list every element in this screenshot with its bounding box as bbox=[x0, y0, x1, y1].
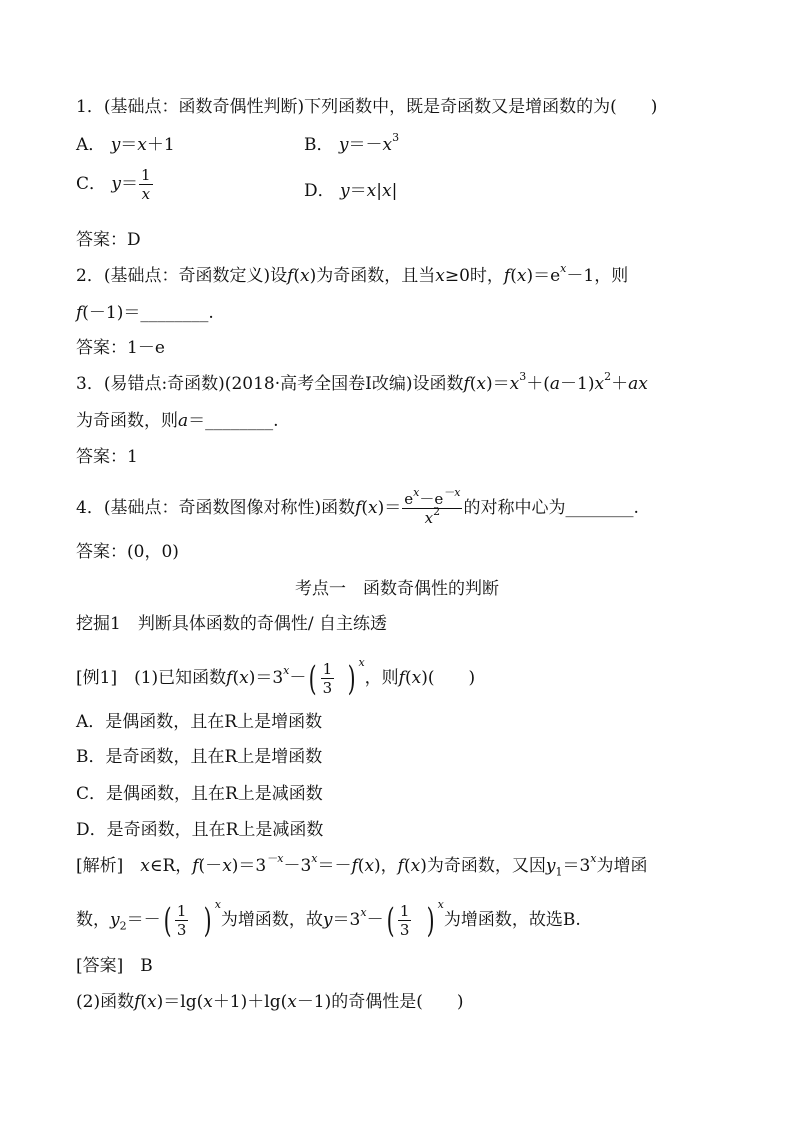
an2-d1: 3 bbox=[176, 921, 187, 939]
an2-e: － bbox=[366, 910, 384, 930]
an2-y2sub: 2 bbox=[119, 919, 127, 933]
q1-option-d-label: D． bbox=[304, 181, 335, 201]
ex2-b: ( bbox=[140, 992, 148, 1012]
an-f2: f bbox=[351, 856, 358, 876]
an-g: ＝－ bbox=[317, 856, 352, 876]
an2-y3: y bbox=[322, 910, 333, 930]
q2-stem-b: ( bbox=[293, 266, 301, 286]
q2-line2-f: f bbox=[76, 303, 83, 323]
ex2-a: (2)函数 bbox=[76, 992, 135, 1012]
an2-n2: 1 bbox=[399, 902, 410, 920]
ex1-h: )( ) bbox=[421, 668, 476, 688]
an-x1: x bbox=[222, 856, 232, 876]
q4-stem-a: 4．(基础点：奇函数图像对称性)函数 bbox=[76, 498, 356, 518]
ex1-option-a: A．是偶函数，且在R上是增函数 bbox=[76, 712, 323, 732]
q1-option-a bbox=[76, 134, 175, 156]
an-m: 为增函 bbox=[596, 856, 648, 876]
an-e1: －x bbox=[266, 852, 284, 866]
ex1-left-paren: ( bbox=[309, 658, 317, 699]
q3-x3: x bbox=[594, 374, 605, 394]
q3-f: f bbox=[463, 374, 470, 394]
q1-option-d-abs: |x| bbox=[376, 181, 398, 201]
an-j: ( bbox=[403, 856, 411, 876]
analysis-line1 bbox=[76, 852, 648, 879]
ex1-right-paren: ) bbox=[347, 658, 356, 699]
q3-stem-line2 bbox=[76, 410, 279, 432]
q2-line2-rest: (－1)＝________. bbox=[82, 303, 214, 323]
ex1-e: ，则 bbox=[364, 668, 399, 688]
an-x2: x bbox=[364, 856, 375, 876]
q1-option-c-fraction bbox=[139, 166, 153, 203]
an-f3: f bbox=[397, 856, 404, 876]
an2-c: 为增函数，故 bbox=[220, 910, 323, 930]
q3-stem-g: ＋ bbox=[611, 374, 629, 394]
section-subtitle: 挖掘1 判断具体函数的奇偶性/ 自主练透 bbox=[76, 614, 387, 634]
q1-option-c-den: x bbox=[139, 184, 153, 203]
q4-stem-c: )＝ bbox=[377, 498, 402, 518]
ex2-d: ＋1)＋lg( bbox=[212, 992, 288, 1012]
an-e: －3 bbox=[283, 856, 312, 876]
q2-x: x bbox=[300, 266, 310, 286]
ex2-x3: x bbox=[287, 992, 297, 1012]
q4-num-e: e bbox=[404, 490, 414, 508]
q4-denominator bbox=[402, 505, 462, 527]
ex1-f2: f bbox=[398, 668, 405, 688]
q4-den-exp: 2 bbox=[433, 505, 441, 518]
an-k: )为奇函数，又因 bbox=[420, 856, 546, 876]
q4-x: x bbox=[368, 498, 378, 518]
q3-exp3: 3 bbox=[519, 370, 527, 384]
ex1-b: ( bbox=[232, 668, 240, 688]
an-b: ∈R， bbox=[149, 856, 193, 876]
an2-d2: 3 bbox=[399, 921, 410, 939]
q4-f: f bbox=[355, 498, 362, 518]
an2-p2: x bbox=[437, 898, 444, 912]
an-h: ( bbox=[357, 856, 365, 876]
an-e3: x bbox=[590, 852, 597, 866]
q3-stem-d: ＋( bbox=[526, 374, 550, 394]
analysis-line2 bbox=[76, 898, 581, 941]
ex1-option-c: C．是偶函数，且在R上是减函数 bbox=[76, 784, 323, 804]
q3-stem bbox=[76, 370, 648, 395]
an2-rparen2: ) bbox=[427, 900, 435, 941]
q1-option-b-y: y bbox=[338, 135, 349, 155]
q2-stem-a: 2．(基础点：奇函数定义)设 bbox=[76, 266, 288, 286]
q3-line2-var: a bbox=[178, 411, 189, 431]
ex1-option-b: B．是奇函数，且在R上是增函数 bbox=[76, 747, 323, 767]
an-y1sub: 1 bbox=[555, 865, 563, 879]
q1-option-a-y: y bbox=[110, 135, 121, 155]
q2-stem-e: ( bbox=[510, 266, 517, 286]
section-title: 考点一 函数奇偶性的判断 bbox=[295, 579, 499, 599]
q4-fraction bbox=[402, 486, 462, 527]
q3-line2-b: ＝________. bbox=[188, 411, 279, 431]
an2-b: ＝－ bbox=[126, 910, 161, 930]
q2-stem bbox=[76, 262, 629, 287]
q2-stem-d: ≥0时， bbox=[444, 266, 504, 286]
ex1-c: )＝3 bbox=[248, 668, 284, 688]
an2-y2: y bbox=[110, 910, 120, 930]
q3-a: a bbox=[549, 374, 561, 394]
q1-option-d-y: y bbox=[340, 181, 350, 201]
an2-f: 为增函数，故选B. bbox=[443, 910, 581, 930]
q1-option-c-eq: ＝ bbox=[121, 174, 139, 194]
an2-e4: x bbox=[360, 906, 367, 920]
example1-stem bbox=[76, 656, 476, 699]
ex1-x: x bbox=[239, 668, 249, 688]
q1-option-b-label: B． bbox=[304, 135, 334, 155]
ex1-x2: x bbox=[411, 668, 422, 688]
ex1-den: 3 bbox=[322, 679, 333, 697]
q1-option-d-eq: ＝ bbox=[349, 181, 367, 201]
q1-option-b-exp: 3 bbox=[392, 131, 400, 145]
q2-exp: x bbox=[560, 262, 567, 276]
q1-answer: 答案：D bbox=[76, 230, 141, 250]
q2-stem-h: －1，则 bbox=[566, 266, 629, 286]
q1-option-b bbox=[304, 131, 400, 156]
q4-num-exp2: －x bbox=[443, 486, 461, 499]
q1-option-c-num: 1 bbox=[141, 166, 151, 184]
q3-line2-a: 为奇函数，则 bbox=[76, 411, 178, 431]
q1-option-a-x: x bbox=[137, 135, 147, 155]
an-x3: x bbox=[410, 856, 421, 876]
q2-answer: 答案：1－e bbox=[76, 338, 165, 358]
an-e2: x bbox=[311, 852, 318, 866]
an-c: (－ bbox=[198, 856, 223, 876]
ex2-c: )＝lg( bbox=[156, 992, 204, 1012]
an-l: ＝3 bbox=[562, 856, 591, 876]
q3-x: x bbox=[476, 374, 486, 394]
ex1-option-d: D．是奇函数，且在R上是减函数 bbox=[76, 820, 324, 840]
ex2-f: f bbox=[134, 992, 141, 1012]
q2-x3: x bbox=[516, 266, 527, 286]
an2-rparen1: ) bbox=[204, 900, 213, 941]
q4-stem-b: ( bbox=[361, 498, 369, 518]
q3-exp2: 2 bbox=[604, 370, 612, 384]
q1-option-c bbox=[76, 166, 154, 203]
q2-stem-line2 bbox=[76, 302, 214, 324]
an-d: )＝3 bbox=[231, 856, 267, 876]
ex1-exp: x bbox=[283, 664, 290, 678]
q2-x2: x bbox=[435, 266, 445, 286]
q1-option-a-label: A． bbox=[76, 135, 106, 155]
an-f1: f bbox=[192, 856, 199, 876]
an2-d: ＝3 bbox=[332, 910, 361, 930]
q3-stem-e: －1) bbox=[560, 374, 595, 394]
analysis-tag: [解析] bbox=[76, 856, 124, 876]
q3-x2: x bbox=[509, 374, 520, 394]
q1-option-b-eq: ＝－ bbox=[348, 135, 383, 155]
an2-frac1 bbox=[175, 902, 189, 939]
q1-option-d bbox=[304, 180, 397, 202]
q4-stem-d: 的对称中心为________. bbox=[463, 498, 639, 518]
an2-a: 数， bbox=[76, 910, 110, 930]
ex2-x2: x bbox=[203, 992, 213, 1012]
q2-stem-g: )＝e bbox=[526, 266, 561, 286]
q3-stem-c: )＝ bbox=[486, 374, 510, 394]
ex1-fraction bbox=[321, 660, 335, 697]
q1-option-c-y: y bbox=[111, 174, 122, 194]
an2-n1: 1 bbox=[176, 902, 187, 920]
an2-lparen1: ( bbox=[163, 900, 172, 941]
q1-option-b-x: x bbox=[382, 135, 393, 155]
ex1-pexp: x bbox=[358, 656, 365, 670]
q3-ax: ax bbox=[628, 374, 648, 394]
q4-num-mid: －e bbox=[419, 490, 444, 508]
example2-stem bbox=[76, 991, 464, 1013]
q1-option-d-x: x bbox=[366, 181, 377, 201]
q2-f2: f bbox=[503, 266, 511, 286]
ex1-f: f bbox=[226, 668, 233, 688]
q1-option-a-tail: ＋1 bbox=[146, 135, 175, 155]
ex2-x: x bbox=[147, 992, 157, 1012]
q3-stem-b: ( bbox=[469, 374, 477, 394]
q1-stem: 1．(基础点：函数奇偶性判断)下列函数中，既是奇函数又是增函数的为( ) bbox=[76, 97, 658, 117]
ex1-d: － bbox=[289, 668, 307, 688]
q4-den-x: x bbox=[424, 509, 434, 527]
ex1-head: [例1] (1)已知函数 bbox=[76, 668, 227, 688]
q4-stem bbox=[76, 486, 639, 527]
q3-answer: 答案：1 bbox=[76, 447, 138, 467]
q4-answer: 答案：(0，0) bbox=[76, 542, 179, 562]
ex1-g: ( bbox=[404, 668, 412, 688]
analysis-answer: [答案] B bbox=[76, 956, 153, 976]
ex1-num: 1 bbox=[322, 660, 333, 678]
an2-lparen2: ( bbox=[386, 900, 395, 941]
ex2-e: －1)的奇偶性是( ) bbox=[296, 992, 464, 1012]
an2-p1: x bbox=[214, 898, 221, 912]
an-i: )， bbox=[374, 856, 398, 876]
q1-option-c-label: C． bbox=[76, 174, 107, 194]
q4-num-exp1: x bbox=[413, 486, 420, 499]
q2-f: f bbox=[287, 266, 294, 286]
q2-stem-c: )为奇函数，且当 bbox=[309, 266, 436, 286]
q3-stem-a: 3．(易错点:奇函数)(2018·高考全国卷Ⅰ改编)设函数 bbox=[76, 374, 464, 394]
q1-option-a-eq: ＝ bbox=[120, 135, 138, 155]
an2-frac2 bbox=[398, 902, 412, 939]
an-y1: y bbox=[545, 856, 556, 876]
an-a: x bbox=[140, 856, 150, 876]
